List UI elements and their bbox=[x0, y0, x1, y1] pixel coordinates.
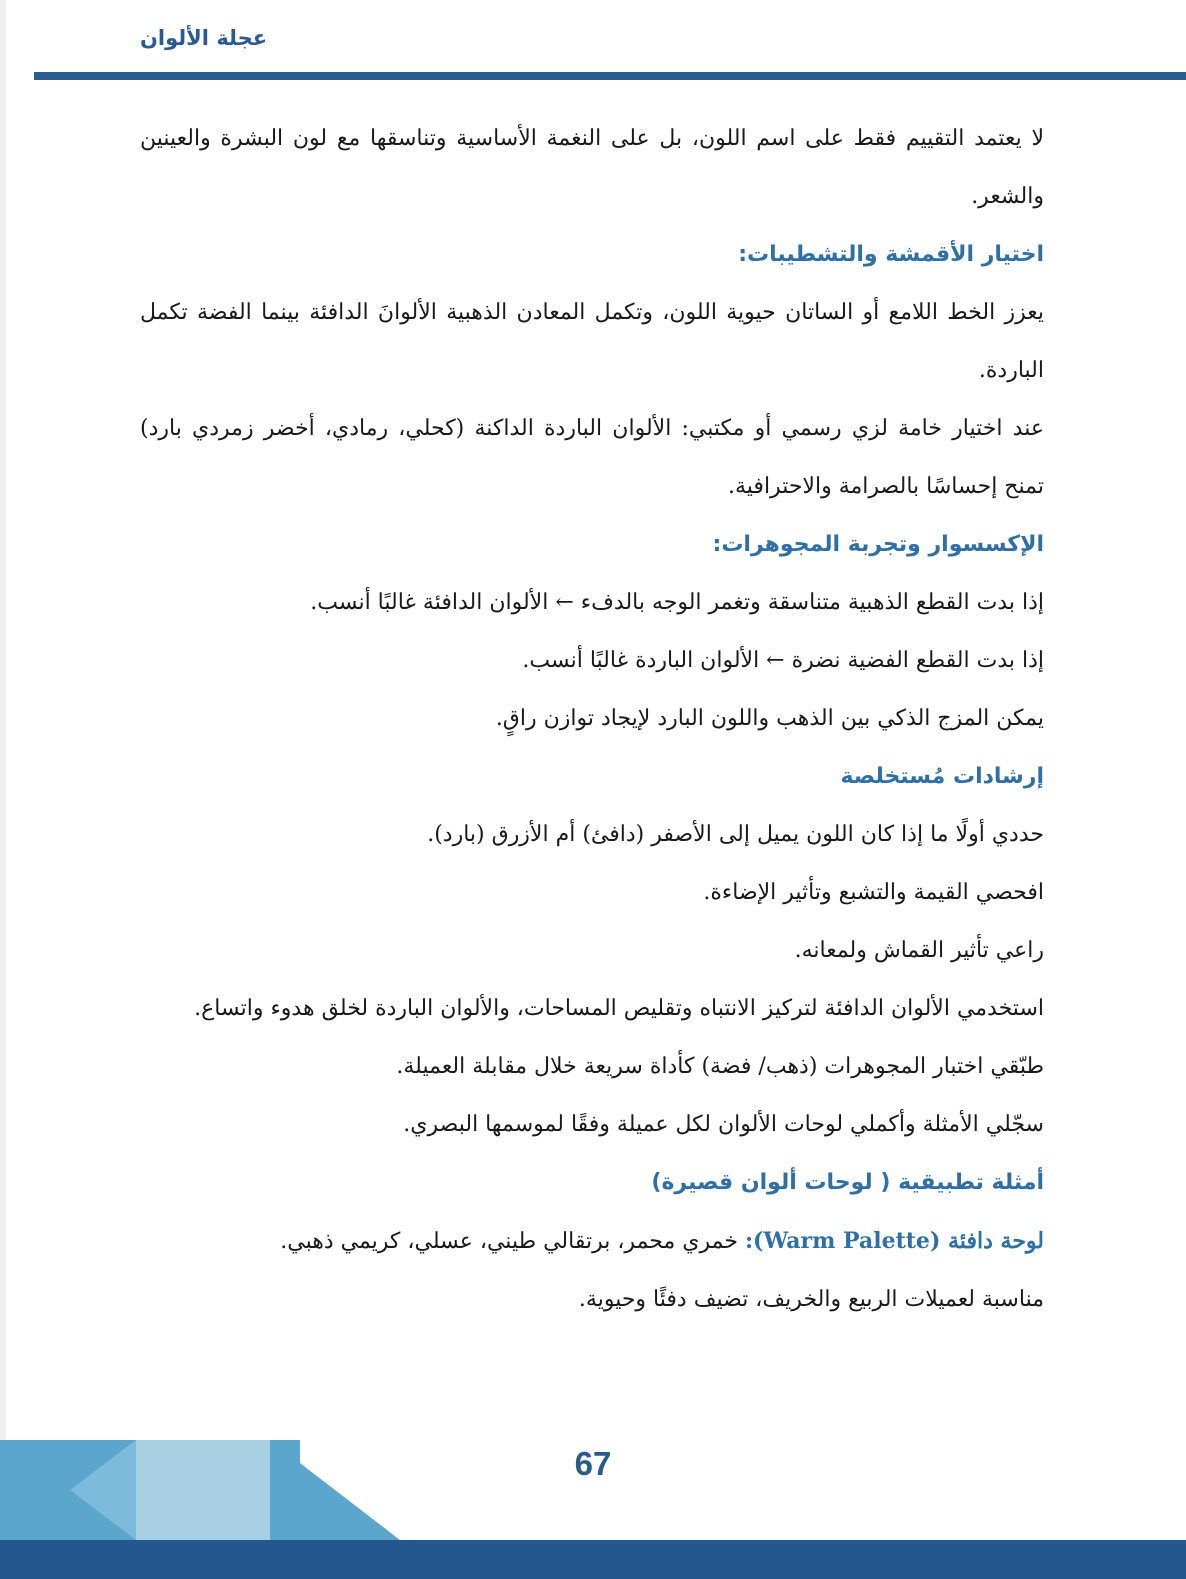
section-heading-accessories: الإكسسوار وتجربة المجوهرات: bbox=[712, 532, 1044, 557]
page-number: 67 bbox=[574, 1445, 612, 1482]
paragraph-warm-palette bbox=[140, 1212, 1044, 1271]
paragraph: عند اختيار خامة لزي رسمي أو مكتبي: الألوان الباردة الداكنة (كحلي، رمادي، أخضر زمردي بارد) تمنح إحساسًا بالصرامة والاحترافية. bbox=[140, 416, 1044, 499]
paragraph: سجّلي الأمثلة وأكملي لوحات الألوان لكل عميلة وفقًا لموسمها البصري. bbox=[403, 1112, 1044, 1137]
paragraph: طبّقي اختبار المجوهرات (ذهب/ فضة) كأداة سريعة خلال مقابلة العميلة. bbox=[396, 1054, 1044, 1079]
footer-band bbox=[0, 1540, 1186, 1579]
section-heading-guidelines: إرشادات مُستخلصة bbox=[840, 764, 1044, 789]
paragraph: استخدمي الألوان الدافئة لتركيز الانتباه وتقليص المساحات، والألوان الباردة لخلق هدوء واتساع. bbox=[194, 996, 1044, 1021]
paragraph: حددي أولًا ما إذا كان اللون يميل إلى الأصفر (دافئ) أم الأزرق (بارد). bbox=[427, 822, 1044, 847]
footer-triangle bbox=[270, 1440, 400, 1540]
paragraph: إذا بدت القطع الفضية نضرة ← الألوان الباردة غالبًا أنسب. bbox=[522, 648, 1044, 673]
section-heading-examples: أمثلة تطبيقية ( لوحات ألوان قصيرة) bbox=[651, 1170, 1044, 1195]
paragraph: يمكن المزج الذكي بين الذهب واللون البارد لإيجاد توازن راقٍ. bbox=[495, 706, 1044, 731]
paragraph: راعي تأثير القماش ولمعانه. bbox=[794, 938, 1044, 963]
warm-palette-text: خمري محمر، برتقالي طيني، عسلي، كريمي ذهبي. bbox=[280, 1229, 745, 1254]
paragraph: لا يعتمد التقييم فقط على اسم اللون، بل على النغمة الأساسية وتناسقها مع لون البشرة والعينين والشعر. bbox=[140, 126, 1044, 209]
paragraph: يعزز الخط اللامع أو الساتان حيوية اللون، وتكمل المعادن الذهبية الألوانَ الدافئة بينما الفضة تكمل الباردة. bbox=[140, 300, 1044, 383]
running-header-title: عجلة الألوان bbox=[140, 26, 268, 50]
body-text bbox=[140, 110, 1044, 1329]
paragraph: إذا بدت القطع الذهبية متناسقة وتغمر الوجه بالدفء ← الألوان الدافئة غالبًا أنسب. bbox=[310, 590, 1044, 615]
paragraph: مناسبة لعميلات الربيع والخريف، تضيف دفئًا وحيوية. bbox=[578, 1287, 1044, 1312]
section-heading-fabrics: اختيار الأقمشة والتشطيبات: bbox=[738, 242, 1044, 267]
paragraph: افحصي القيمة والتشبع وتأثير الإضاءة. bbox=[703, 880, 1044, 905]
header-rule bbox=[34, 72, 1186, 80]
warm-palette-label: لوحة دافئة (Warm Palette): bbox=[744, 1228, 1044, 1254]
page-edge bbox=[0, 0, 6, 1579]
